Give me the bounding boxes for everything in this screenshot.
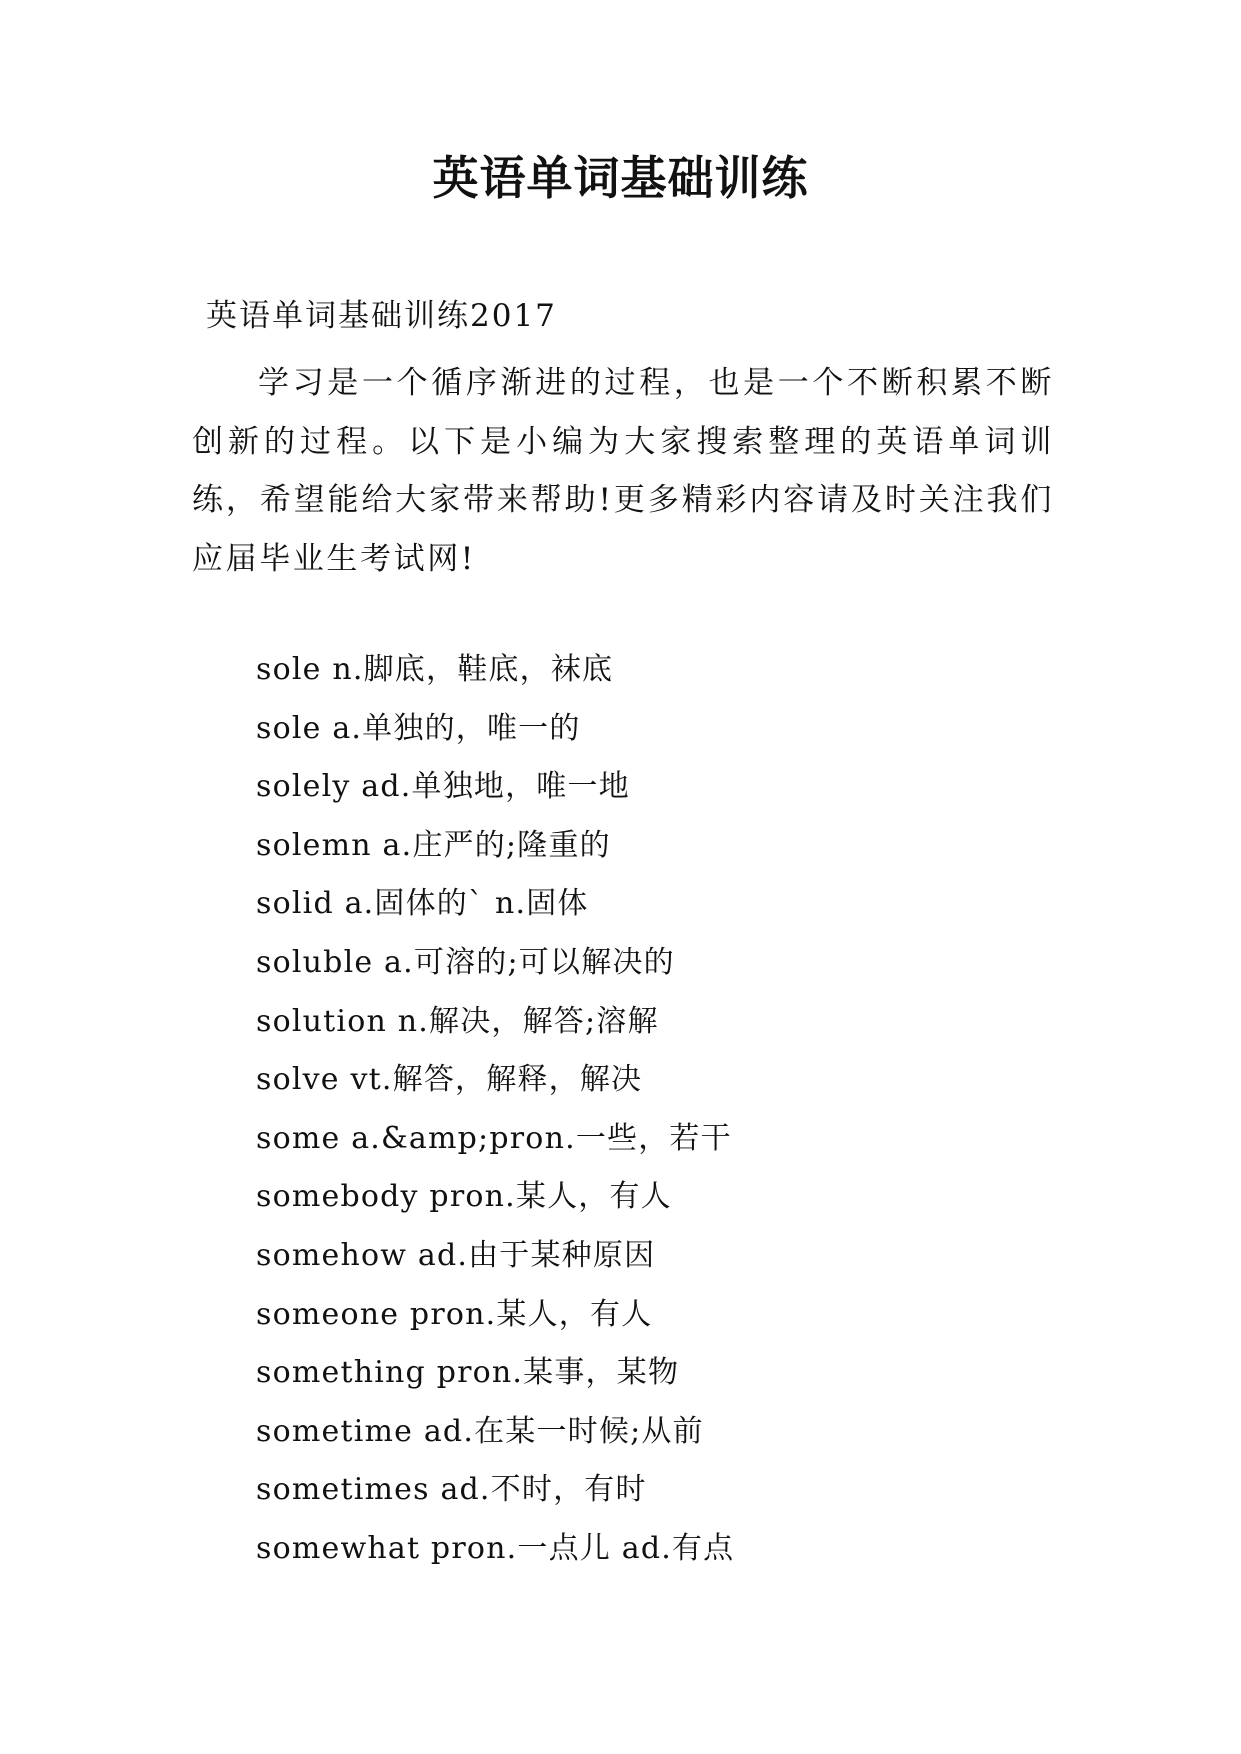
vocab-entry: sole a.单独的，唯一的: [256, 710, 581, 746]
vocab-entry: solve vt.解答，解释，解决: [256, 1062, 643, 1098]
vocab-entry: solemn a.庄严的;隆重的: [256, 827, 611, 863]
vocab-entry: somewhat pron.一点儿 ad.有点: [256, 1530, 735, 1566]
vocab-entry: solution n.解决，解答;溶解: [256, 1003, 659, 1039]
vocab-entry: sometimes ad.不时，有时: [256, 1472, 647, 1508]
vocab-entry: soluble a.可溶的;可以解决的: [256, 944, 675, 980]
vocab-entry: sometime ad.在某一时候;从前: [256, 1413, 704, 1449]
page-title: 英语单词基础训练: [432, 151, 809, 205]
vocab-entry: solely ad.单独地，唯一地: [256, 769, 630, 805]
vocab-entry: solid a.固体的` n.固体: [256, 886, 589, 922]
document-subtitle: 英语单词基础训练2017: [206, 298, 557, 334]
vocab-entry: sole n.脚底，鞋底，袜底: [256, 652, 614, 687]
vocabulary-list: [256, 641, 734, 1579]
intro-paragraph: 学习是一个循序渐进的过程，也是一个不断积累不断创新的过程。以下是小编为大家搜索整理的英语单词训练，希望能给大家带来帮助!更多精彩内容请及时关注我们应届毕业生考试网!: [192, 365, 1054, 577]
vocab-entry: something pron.某事，某物: [256, 1355, 680, 1391]
vocab-entry: someone pron.某人，有人: [256, 1296, 653, 1332]
vocab-entry: somebody pron.某人，有人: [256, 1179, 672, 1215]
vocab-entry: somehow ad.由于某种原因: [256, 1237, 656, 1273]
vocab-entry: some a.&amp;pron.一些，若干: [256, 1120, 732, 1156]
